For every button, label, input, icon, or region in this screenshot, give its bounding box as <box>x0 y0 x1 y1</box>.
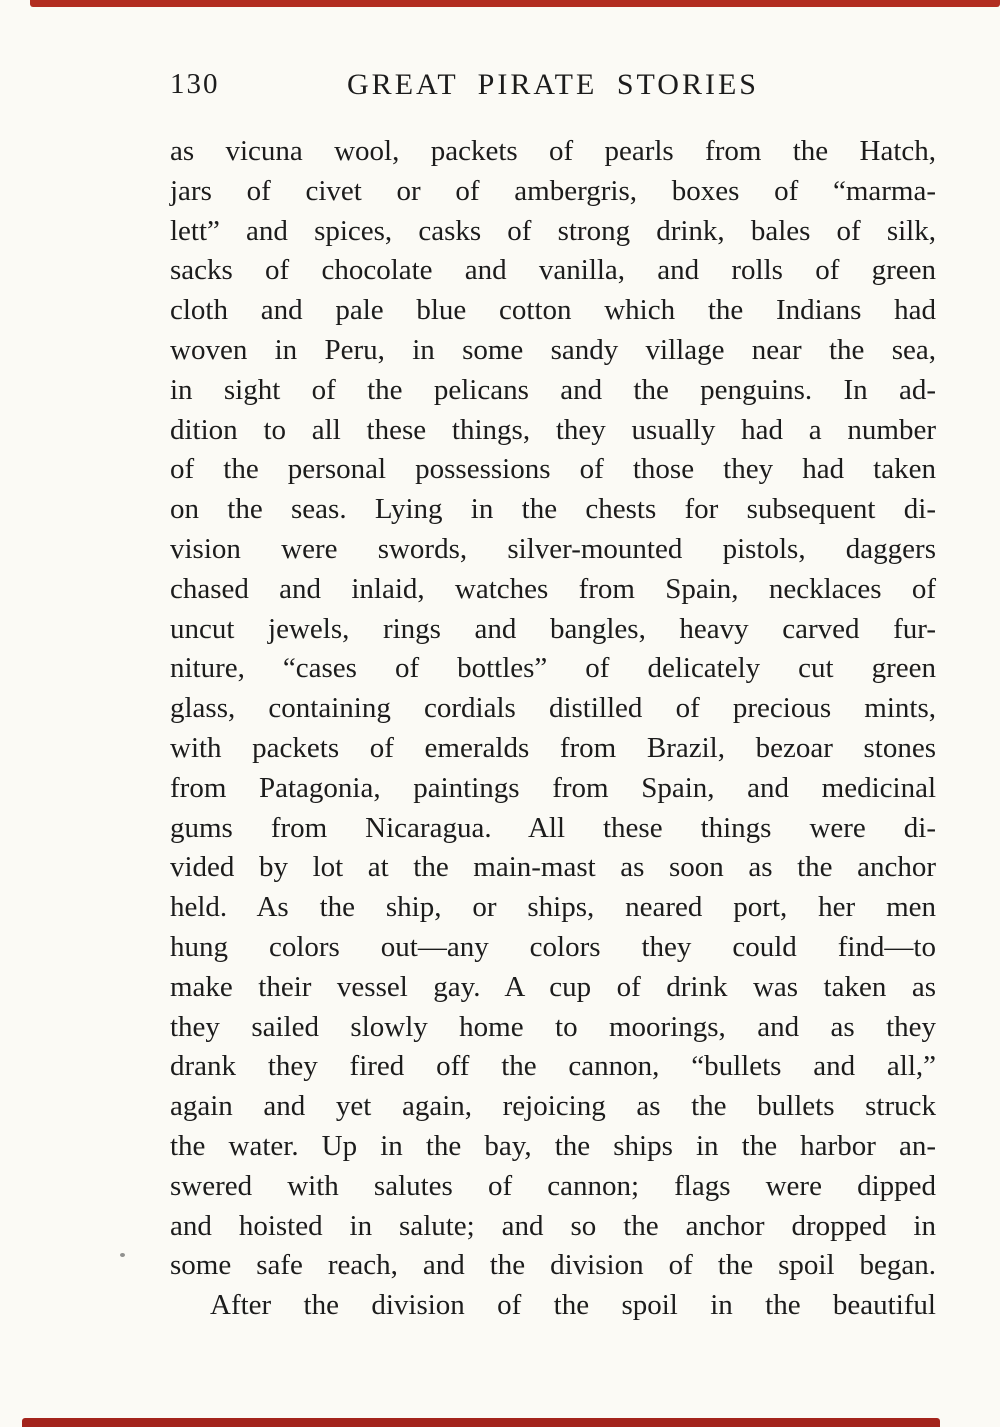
text-line: they sailed slowly home to moorings, and as they <box>170 1010 936 1043</box>
text-line: niture, “cases of bottles” of delicately cut green <box>170 652 936 685</box>
page-number: 130 <box>170 68 220 100</box>
text-line: chased and inlaid, watches from Spain, necklaces of <box>170 572 936 605</box>
text-line: After the division of the spoil in the beautiful <box>210 1289 936 1322</box>
body-text <box>170 132 936 1326</box>
paragraph <box>170 1286 936 1326</box>
text-line: vision were swords, silver-mounted pistols, daggers <box>170 532 936 565</box>
text-line: jars of civet or of ambergris, boxes of “marma- <box>170 174 936 207</box>
text-line: hung colors out—any colors they could find—to <box>170 930 936 963</box>
paragraph <box>170 132 936 1286</box>
text-line: vided by lot at the main-mast as soon as the anchor <box>170 851 936 884</box>
page-header <box>170 68 936 108</box>
text-line: cloth and pale blue cotton which the Indians had <box>170 294 936 327</box>
running-title: GREAT PIRATE STORIES <box>347 68 759 101</box>
text-line: some safe reach, and the division of the spoil began. <box>170 1249 936 1282</box>
text-line: uncut jewels, rings and bangles, heavy carved fur- <box>170 612 936 645</box>
text-line: the water. Up in the bay, the ships in the harbor an- <box>170 1129 936 1162</box>
scan-artifact-top <box>30 0 1000 7</box>
text-line: dition to all these things, they usually had a number <box>170 413 936 446</box>
text-line: on the seas. Lying in the chests for subsequent di- <box>170 493 936 526</box>
text-line: held. As the ship, or ships, neared port, her men <box>170 891 936 924</box>
text-line: and hoisted in salute; and so the anchor dropped in <box>170 1209 936 1242</box>
text-line: from Patagonia, paintings from Spain, and medicinal <box>170 771 936 804</box>
text-line: in sight of the pelicans and the penguins. In ad- <box>170 373 936 406</box>
text-line: lett” and spices, casks of strong drink, bales of silk, <box>170 214 936 247</box>
text-line: gums from Nicaragua. All these things were di- <box>170 811 936 844</box>
text-line: sacks of chocolate and vanilla, and rolls of green <box>170 254 936 287</box>
text-line: of the personal possessions of those they had taken <box>170 453 936 486</box>
text-line: drank they fired off the cannon, “bullets and all,” <box>170 1050 936 1083</box>
text-line: woven in Peru, in some sandy village near the sea, <box>170 333 936 366</box>
text-line: as vicuna wool, packets of pearls from the Hatch, <box>170 135 936 167</box>
text-line: swered with salutes of cannon; flags were dipped <box>170 1169 936 1202</box>
text-line: with packets of emeralds from Brazil, bezoar stones <box>170 731 936 764</box>
text-line: again and yet again, rejoicing as the bullets struck <box>170 1090 936 1123</box>
text-line: make their vessel gay. A cup of drink was taken as <box>170 970 936 1003</box>
text-line: glass, containing cordials distilled of precious mints, <box>170 692 936 725</box>
scan-speck <box>120 1253 125 1257</box>
scan-artifact-bottom <box>22 1418 940 1427</box>
